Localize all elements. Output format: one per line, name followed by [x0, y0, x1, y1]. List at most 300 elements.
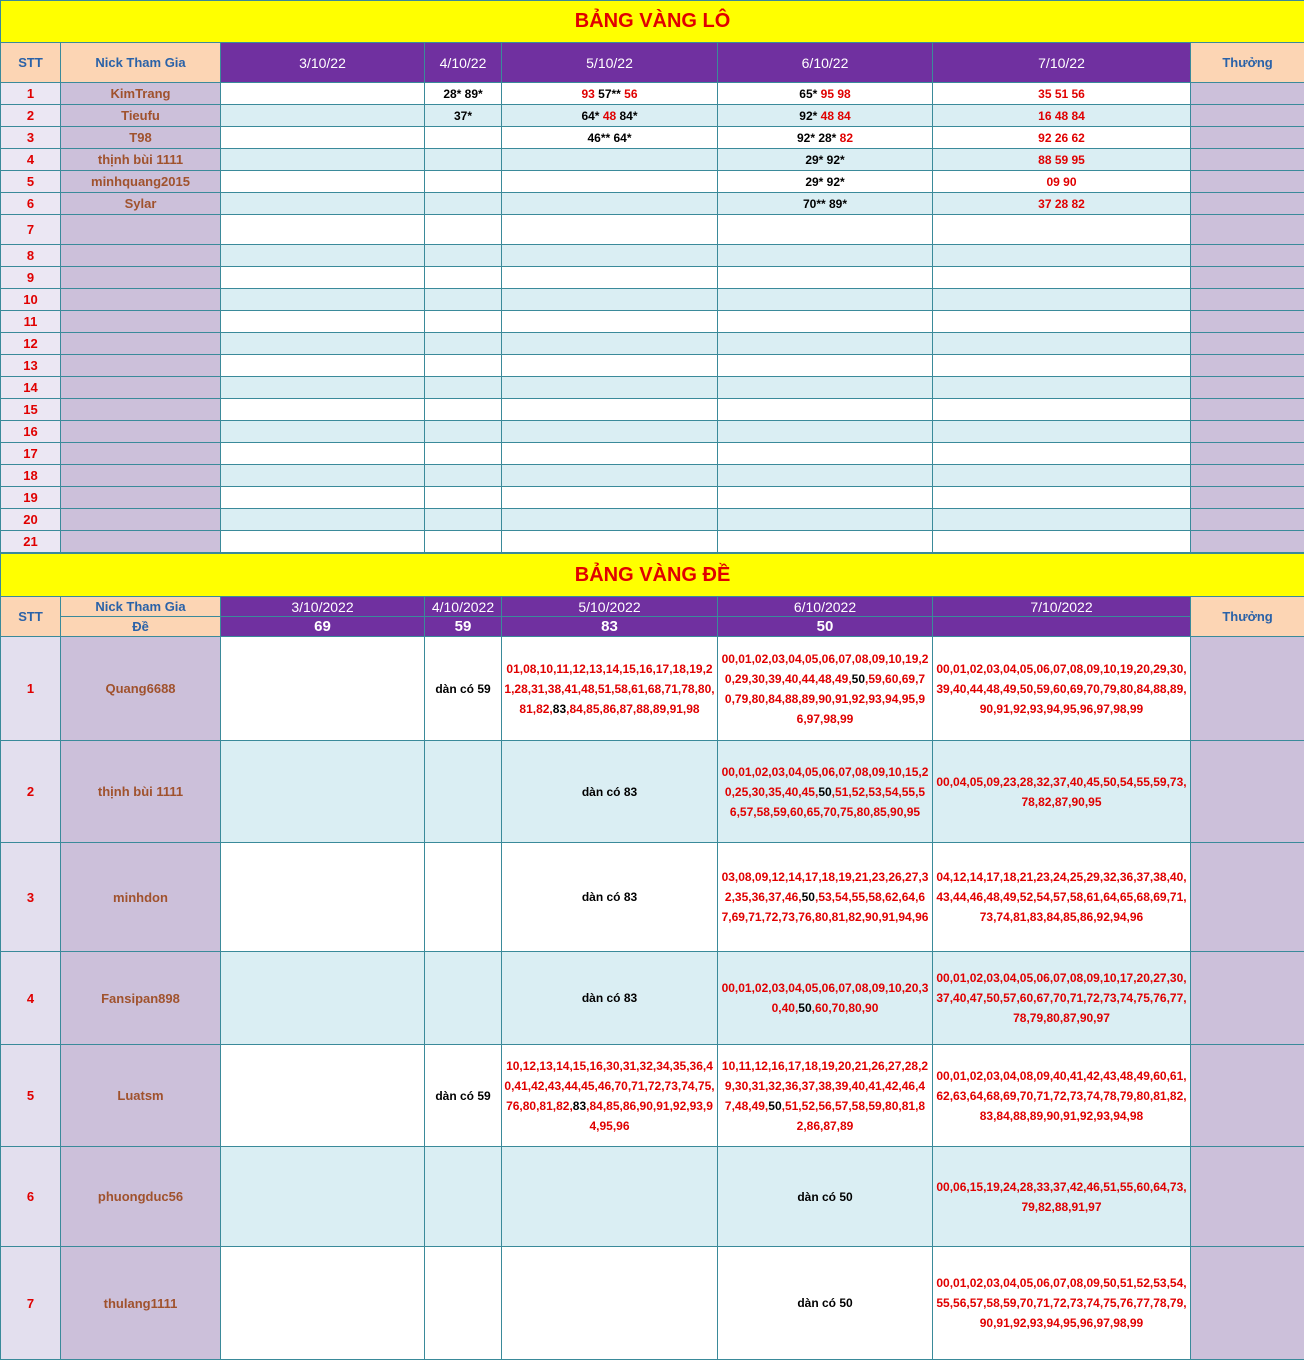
lo-prediction-cell	[221, 377, 425, 399]
de-prediction-cell	[221, 1045, 425, 1147]
de-prediction-cell	[933, 1147, 1191, 1247]
lo-prediction-cell	[221, 311, 425, 333]
de-prediction-cell	[718, 1247, 933, 1360]
lo-prediction-cell	[933, 465, 1191, 487]
lo-prediction-cell	[933, 171, 1191, 193]
lo-stt-cell: 3	[1, 127, 61, 149]
de-nick-cell: phuongduc56	[61, 1147, 221, 1247]
lo-prediction-cell	[502, 245, 718, 267]
lo-table-row	[1, 487, 1304, 509]
lo-prediction-cell	[933, 245, 1191, 267]
lo-table-row	[1, 421, 1304, 443]
lo-prediction-cell	[425, 311, 502, 333]
cell-value-segment: 00,06,15,19,24,28,33,37,42,46,51,55,60,64,73,79,82,88,91,97	[936, 1179, 1187, 1214]
lo-prediction-cell	[718, 105, 933, 127]
de-nick-cell: Luatsm	[61, 1045, 221, 1147]
de-nick-cell: minhdon	[61, 843, 221, 952]
lo-prediction-cell	[502, 531, 718, 553]
lo-prediction-cell	[425, 105, 502, 127]
cell-value-segment: 00,01,02,03,04,05,06,07,08,09,50,51,52,53,54,55,56,57,58,59,70,71,72,73,74,75,76,77,78,79,90,91,92,93,94,95,96,97,98,99	[936, 1276, 1187, 1330]
cell-value-segment: 37 28 82	[1038, 196, 1085, 211]
cell-value-segment: 83	[552, 701, 567, 716]
cell-value-segment: 92* 28*	[796, 130, 840, 145]
lo-table-row	[1, 377, 1304, 399]
lo-table-row	[1, 355, 1304, 377]
de-prediction-cell	[718, 637, 933, 741]
de-prediction-cell	[425, 1045, 502, 1147]
de-prediction-cell	[221, 1247, 425, 1360]
lo-stt-cell: 10	[1, 289, 61, 311]
de-prediction-cell	[221, 637, 425, 741]
lo-thuong-cell	[1191, 215, 1304, 245]
lo-nick-cell: KimTrang	[61, 83, 221, 105]
lo-prediction-cell	[933, 355, 1191, 377]
lo-nick-cell: Tieufu	[61, 105, 221, 127]
de-prediction-cell	[221, 1147, 425, 1247]
lo-nick-cell	[61, 421, 221, 443]
lo-stt-cell: 8	[1, 245, 61, 267]
lo-nick-cell	[61, 311, 221, 333]
lo-date-header-3: 5/10/22	[502, 43, 718, 83]
lo-thuong-cell	[1191, 311, 1304, 333]
cell-value-segment: 37*	[453, 108, 473, 123]
cell-value-segment: dàn có 83	[581, 991, 638, 1005]
lo-prediction-cell	[718, 465, 933, 487]
lo-prediction-cell	[425, 355, 502, 377]
de-date-header-4: 6/10/2022	[718, 597, 933, 617]
cell-value-segment: 46** 64*	[587, 130, 632, 145]
lo-prediction-cell	[425, 509, 502, 531]
cell-value-segment: 10,12,13,14,15,16,30,31,32,34,35,36,40,41,42,43,44,45,46,70,71,72,73,74,75,76,80,81,82,	[504, 1058, 715, 1113]
lo-nick-cell: T98	[61, 127, 221, 149]
lo-stt-cell: 6	[1, 193, 61, 215]
de-nick-cell: Quang6688	[61, 637, 221, 741]
cell-value-segment: 09 90	[1046, 174, 1077, 189]
de-stt-cell: 1	[1, 637, 61, 741]
lo-nick-cell	[61, 443, 221, 465]
lo-thuong-cell	[1191, 333, 1304, 355]
cell-value-segment: 29* 92*	[805, 152, 845, 167]
de-stt-cell: 6	[1, 1147, 61, 1247]
lo-prediction-cell	[718, 149, 933, 171]
lo-thuong-cell	[1191, 487, 1304, 509]
de-prediction-cell	[425, 1247, 502, 1360]
lo-thuong-cell	[1191, 193, 1304, 215]
de-table-row	[1, 1045, 1304, 1147]
lo-prediction-cell	[425, 377, 502, 399]
de-prediction-cell	[502, 637, 718, 741]
lo-thuong-cell	[1191, 531, 1304, 553]
de-date-header-1: 3/10/2022	[221, 597, 425, 617]
lo-nick-cell	[61, 333, 221, 355]
lo-prediction-cell	[425, 399, 502, 421]
lo-prediction-cell	[425, 149, 502, 171]
de-stt-cell: 3	[1, 843, 61, 952]
de-thuong-cell	[1191, 1247, 1304, 1360]
de-stt-cell: 2	[1, 741, 61, 843]
de-result-1: 69	[221, 617, 425, 637]
de-table-row	[1, 843, 1304, 952]
de-prediction-cell	[718, 843, 933, 952]
lo-prediction-cell	[502, 399, 718, 421]
cell-value-segment: ,59,60,69,70,79,80,84,88,89,90,91,92,93,94,95,96,97,98,99	[724, 671, 926, 726]
cell-value-segment: 50	[801, 890, 815, 904]
lo-nick-cell	[61, 267, 221, 289]
lo-prediction-cell	[221, 465, 425, 487]
lo-prediction-cell	[221, 83, 425, 105]
lo-table-row	[1, 127, 1304, 149]
de-prediction-cell	[718, 952, 933, 1045]
de-nick-cell: Fansipan898	[61, 952, 221, 1045]
lo-nick-cell	[61, 531, 221, 553]
de-prediction-cell	[425, 843, 502, 952]
cell-value-segment: 00,01,02,03,04,05,06,07,08,09,10,17,20,27,30,37,40,47,50,57,60,67,70,71,72,73,74,75,76,77,78,79,80,87,90,97	[936, 971, 1187, 1025]
lo-nick-cell	[61, 289, 221, 311]
de-prediction-cell	[718, 1045, 933, 1147]
lo-thuong-cell	[1191, 443, 1304, 465]
lo-thuong-cell	[1191, 355, 1304, 377]
de-stt-cell: 4	[1, 952, 61, 1045]
de-date-header-3: 5/10/2022	[502, 597, 718, 617]
lo-prediction-cell	[502, 421, 718, 443]
lo-stt-cell: 4	[1, 149, 61, 171]
cell-value-segment: ,53,54,55,58,62,64,67,69,71,72,73,76,80,81,82,90,91,94,96	[721, 890, 929, 924]
de-date-header-2: 4/10/2022	[425, 597, 502, 617]
lo-thuong-cell	[1191, 127, 1304, 149]
lo-prediction-cell	[221, 105, 425, 127]
de-prediction-cell	[502, 741, 718, 843]
cell-value-segment: ,51,52,53,54,55,56,57,58,59,60,65,70,75,80,85,90,95	[729, 784, 926, 819]
de-prediction-cell	[933, 952, 1191, 1045]
lo-prediction-cell	[502, 149, 718, 171]
de-prediction-cell	[502, 952, 718, 1045]
cell-value-segment: 65*	[799, 86, 821, 101]
lo-prediction-cell	[425, 443, 502, 465]
cell-value-segment: 84*	[619, 108, 638, 123]
lo-date-header-5: 7/10/22	[933, 43, 1191, 83]
lo-prediction-cell	[502, 83, 718, 105]
lo-stt-cell: 20	[1, 509, 61, 531]
cell-value-segment: 16 48 84	[1038, 108, 1085, 123]
lo-prediction-cell	[933, 509, 1191, 531]
lo-prediction-cell	[933, 399, 1191, 421]
de-prediction-cell	[718, 1147, 933, 1247]
lo-prediction-cell	[502, 509, 718, 531]
lo-prediction-cell	[221, 333, 425, 355]
bang-vang-de-table	[0, 553, 1304, 1360]
lo-prediction-cell	[502, 105, 718, 127]
lo-prediction-cell	[425, 465, 502, 487]
lo-prediction-cell	[718, 531, 933, 553]
de-nick-cell: thulang1111	[61, 1247, 221, 1360]
lo-prediction-cell	[502, 267, 718, 289]
lo-table-row	[1, 215, 1304, 245]
lo-table-row	[1, 289, 1304, 311]
de-title: BẢNG VÀNG ĐỀ	[1, 554, 1304, 597]
de-prediction-cell	[425, 952, 502, 1045]
lo-stt-cell: 1	[1, 83, 61, 105]
cell-value-segment: 57**	[598, 86, 625, 101]
cell-value-segment: 00,01,02,03,04,05,06,07,08,09,10,19,20,29,30,39,40,44,48,49,50,59,60,69,70,79,80,84,88,89,90,91,92,93,94,95,96,97,98,99	[936, 661, 1187, 716]
cell-value-segment: 50	[818, 784, 832, 799]
lo-prediction-cell	[502, 333, 718, 355]
lo-nick-cell	[61, 465, 221, 487]
cell-value-segment: 92 26 62	[1038, 130, 1085, 145]
lo-prediction-cell	[221, 487, 425, 509]
de-prediction-cell	[221, 952, 425, 1045]
lo-thuong-header: Thưởng	[1191, 43, 1304, 83]
lo-prediction-cell	[933, 487, 1191, 509]
lo-stt-header: STT	[1, 43, 61, 83]
lo-prediction-cell	[425, 487, 502, 509]
de-nick-cell: thịnh bùi 1111	[61, 741, 221, 843]
cell-value-segment: 95 98	[820, 86, 851, 101]
de-nick-header: Nick Tham Gia	[61, 597, 221, 617]
lo-prediction-cell	[221, 149, 425, 171]
de-thuong-cell	[1191, 952, 1304, 1045]
lo-prediction-cell	[502, 171, 718, 193]
de-table-row	[1, 637, 1304, 741]
lo-stt-cell: 18	[1, 465, 61, 487]
lo-prediction-cell	[425, 83, 502, 105]
lo-prediction-cell	[933, 531, 1191, 553]
lo-table-row	[1, 245, 1304, 267]
lo-prediction-cell	[933, 193, 1191, 215]
lo-stt-cell: 17	[1, 443, 61, 465]
lo-prediction-cell	[718, 377, 933, 399]
cell-value-segment: dàn có 83	[581, 784, 638, 799]
lo-prediction-cell	[502, 465, 718, 487]
lo-prediction-cell	[718, 509, 933, 531]
lo-prediction-cell	[502, 377, 718, 399]
de-prediction-cell	[502, 1045, 718, 1147]
de-table-row	[1, 741, 1304, 843]
lo-prediction-cell	[933, 105, 1191, 127]
lo-stt-cell: 12	[1, 333, 61, 355]
lo-prediction-cell	[718, 215, 933, 245]
lo-prediction-cell	[425, 267, 502, 289]
lo-prediction-cell	[425, 421, 502, 443]
lo-prediction-cell	[221, 289, 425, 311]
lo-table-row	[1, 171, 1304, 193]
cell-value-segment: 48	[602, 108, 620, 123]
cell-value-segment: ,60,70,80,90	[811, 1001, 879, 1015]
cell-value-segment: 83	[572, 1098, 587, 1113]
cell-value-segment: 03,08,09,12,14,17,18,19,21,23,26,27,32,35,36,37,46,	[721, 870, 929, 904]
cell-value-segment: dàn có 50	[797, 1189, 853, 1204]
lo-prediction-cell	[718, 443, 933, 465]
lo-table-row	[1, 465, 1304, 487]
cell-value-segment: 00,01,02,03,04,05,06,07,08,09,10,20,30,40,	[721, 981, 929, 1015]
lo-thuong-cell	[1191, 289, 1304, 311]
de-result-4: 50	[718, 617, 933, 637]
de-result-3: 83	[502, 617, 718, 637]
lo-stt-cell: 15	[1, 399, 61, 421]
lo-table-row	[1, 399, 1304, 421]
lo-nick-cell	[61, 509, 221, 531]
de-prediction-cell	[933, 741, 1191, 843]
cell-value-segment: ,84,85,86,90,91,92,93,94,95,96	[586, 1098, 713, 1133]
lo-prediction-cell	[933, 127, 1191, 149]
lo-prediction-cell	[221, 215, 425, 245]
lo-table-row	[1, 149, 1304, 171]
lo-prediction-cell	[221, 267, 425, 289]
lo-date-header-1: 3/10/22	[221, 43, 425, 83]
lo-prediction-cell	[933, 377, 1191, 399]
lo-table-row	[1, 267, 1304, 289]
cell-value-segment: ,84,85,86,87,88,89,91,98	[566, 701, 700, 716]
lo-prediction-cell	[502, 311, 718, 333]
de-result-2: 59	[425, 617, 502, 637]
lo-stt-cell: 14	[1, 377, 61, 399]
de-result-5	[933, 617, 1191, 637]
de-thuong-header: Thưởng	[1191, 597, 1304, 637]
lo-prediction-cell	[933, 333, 1191, 355]
cell-value-segment: 29* 92*	[805, 174, 845, 189]
lo-stt-cell: 9	[1, 267, 61, 289]
cell-value-segment: 00,01,02,03,04,05,06,07,08,09,10,15,20,25,30,35,40,45,	[721, 764, 929, 799]
lo-prediction-cell	[425, 245, 502, 267]
cell-value-segment: 10,11,12,16,17,18,19,20,21,26,27,28,29,30,31,32,36,37,38,39,40,41,42,46,47,48,49,	[721, 1058, 929, 1113]
lo-prediction-cell	[221, 421, 425, 443]
cell-value-segment: 35 51 56	[1038, 86, 1085, 101]
lo-prediction-cell	[718, 487, 933, 509]
lo-prediction-cell	[933, 289, 1191, 311]
lo-prediction-cell	[502, 443, 718, 465]
de-thuong-cell	[1191, 637, 1304, 741]
cell-value-segment: 88 59 95	[1038, 152, 1085, 167]
de-prediction-cell	[502, 1147, 718, 1247]
de-date-header-5: 7/10/2022	[933, 597, 1191, 617]
cell-value-segment: 56	[624, 86, 638, 101]
cell-value-segment: dàn có 83	[581, 890, 638, 904]
lo-prediction-cell	[933, 215, 1191, 245]
lo-prediction-cell	[718, 267, 933, 289]
lo-nick-cell	[61, 215, 221, 245]
cell-value-segment: 28* 89*	[443, 86, 483, 101]
lo-prediction-cell	[718, 289, 933, 311]
cell-value-segment: dàn có 59	[435, 1088, 491, 1103]
lo-thuong-cell	[1191, 509, 1304, 531]
de-thuong-cell	[1191, 1045, 1304, 1147]
cell-value-segment: 50	[768, 1098, 782, 1113]
de-thuong-cell	[1191, 843, 1304, 952]
de-prediction-cell	[502, 843, 718, 952]
de-stt-cell: 5	[1, 1045, 61, 1147]
lo-table-row	[1, 193, 1304, 215]
lo-prediction-cell	[718, 171, 933, 193]
lo-thuong-cell	[1191, 83, 1304, 105]
de-prediction-cell	[718, 741, 933, 843]
lo-prediction-cell	[502, 355, 718, 377]
lo-prediction-cell	[221, 193, 425, 215]
lo-nick-cell	[61, 377, 221, 399]
cell-value-segment: 50	[851, 671, 866, 686]
lo-prediction-cell	[221, 127, 425, 149]
de-prediction-cell	[425, 637, 502, 741]
de-stt-cell: 7	[1, 1247, 61, 1360]
lo-date-header-4: 6/10/22	[718, 43, 933, 83]
lo-thuong-cell	[1191, 399, 1304, 421]
lo-prediction-cell	[718, 421, 933, 443]
cell-value-segment: 04,12,14,17,18,21,23,24,25,29,32,36,37,38,40,43,44,46,48,49,52,54,57,58,61,64,65,68,69,71,73,74,81,83,84,85,86,92,94,96	[936, 870, 1187, 924]
lo-prediction-cell	[718, 333, 933, 355]
lo-prediction-cell	[502, 289, 718, 311]
lo-title: BẢNG VÀNG LÔ	[1, 1, 1304, 43]
lo-thuong-cell	[1191, 267, 1304, 289]
lo-prediction-cell	[425, 171, 502, 193]
lo-stt-cell: 7	[1, 215, 61, 245]
de-table-row	[1, 1147, 1304, 1247]
de-prediction-cell	[502, 1247, 718, 1360]
lo-stt-cell: 13	[1, 355, 61, 377]
lo-prediction-cell	[933, 83, 1191, 105]
lo-thuong-cell	[1191, 245, 1304, 267]
lo-nick-cell	[61, 245, 221, 267]
lo-prediction-cell	[718, 311, 933, 333]
de-prediction-cell	[221, 741, 425, 843]
de-prediction-cell	[425, 1147, 502, 1247]
lo-nick-cell: thịnh bùi 1111	[61, 149, 221, 171]
cell-value-segment: 00,04,05,09,23,28,32,37,40,45,50,54,55,59,73,78,82,87,90,95	[936, 774, 1187, 809]
lo-stt-cell: 16	[1, 421, 61, 443]
de-prediction-cell	[933, 1045, 1191, 1147]
lo-prediction-cell	[425, 289, 502, 311]
lo-prediction-cell	[933, 267, 1191, 289]
cell-value-segment: dàn có 59	[435, 681, 491, 696]
lo-prediction-cell	[425, 193, 502, 215]
de-prediction-cell	[221, 843, 425, 952]
lo-stt-cell: 19	[1, 487, 61, 509]
lo-prediction-cell	[425, 531, 502, 553]
lo-nick-cell	[61, 399, 221, 421]
lo-prediction-cell	[718, 193, 933, 215]
lo-prediction-cell	[502, 215, 718, 245]
lo-date-header-2: 4/10/22	[425, 43, 502, 83]
lo-prediction-cell	[502, 193, 718, 215]
lo-table-row	[1, 531, 1304, 553]
lo-table-row	[1, 333, 1304, 355]
lo-thuong-cell	[1191, 149, 1304, 171]
lo-prediction-cell	[718, 399, 933, 421]
lo-prediction-cell	[425, 215, 502, 245]
lo-table-row	[1, 83, 1304, 105]
lo-prediction-cell	[425, 127, 502, 149]
lo-prediction-cell	[933, 311, 1191, 333]
lo-nick-header: Nick Tham Gia	[61, 43, 221, 83]
lo-prediction-cell	[933, 443, 1191, 465]
lo-thuong-cell	[1191, 465, 1304, 487]
lo-prediction-cell	[221, 399, 425, 421]
lo-table-row	[1, 105, 1304, 127]
cell-value-segment: 00,01,02,03,04,05,06,07,08,09,10,19,20,29,30,39,40,44,48,49,	[721, 651, 929, 686]
lo-prediction-cell	[718, 127, 933, 149]
cell-value-segment: 82	[839, 130, 854, 145]
cell-value-segment: 50	[798, 1001, 812, 1015]
cell-value-segment: ,51,52,56,57,58,59,80,81,82,86,87,89	[781, 1098, 926, 1133]
de-prediction-cell	[933, 843, 1191, 952]
lo-prediction-cell	[221, 531, 425, 553]
lo-stt-cell: 21	[1, 531, 61, 553]
lo-stt-cell: 11	[1, 311, 61, 333]
lo-prediction-cell	[718, 83, 933, 105]
lo-nick-cell: Sylar	[61, 193, 221, 215]
de-label-header: Đề	[61, 617, 221, 637]
lo-stt-cell: 5	[1, 171, 61, 193]
lo-table-row	[1, 509, 1304, 531]
de-prediction-cell	[933, 637, 1191, 741]
lo-prediction-cell	[221, 355, 425, 377]
